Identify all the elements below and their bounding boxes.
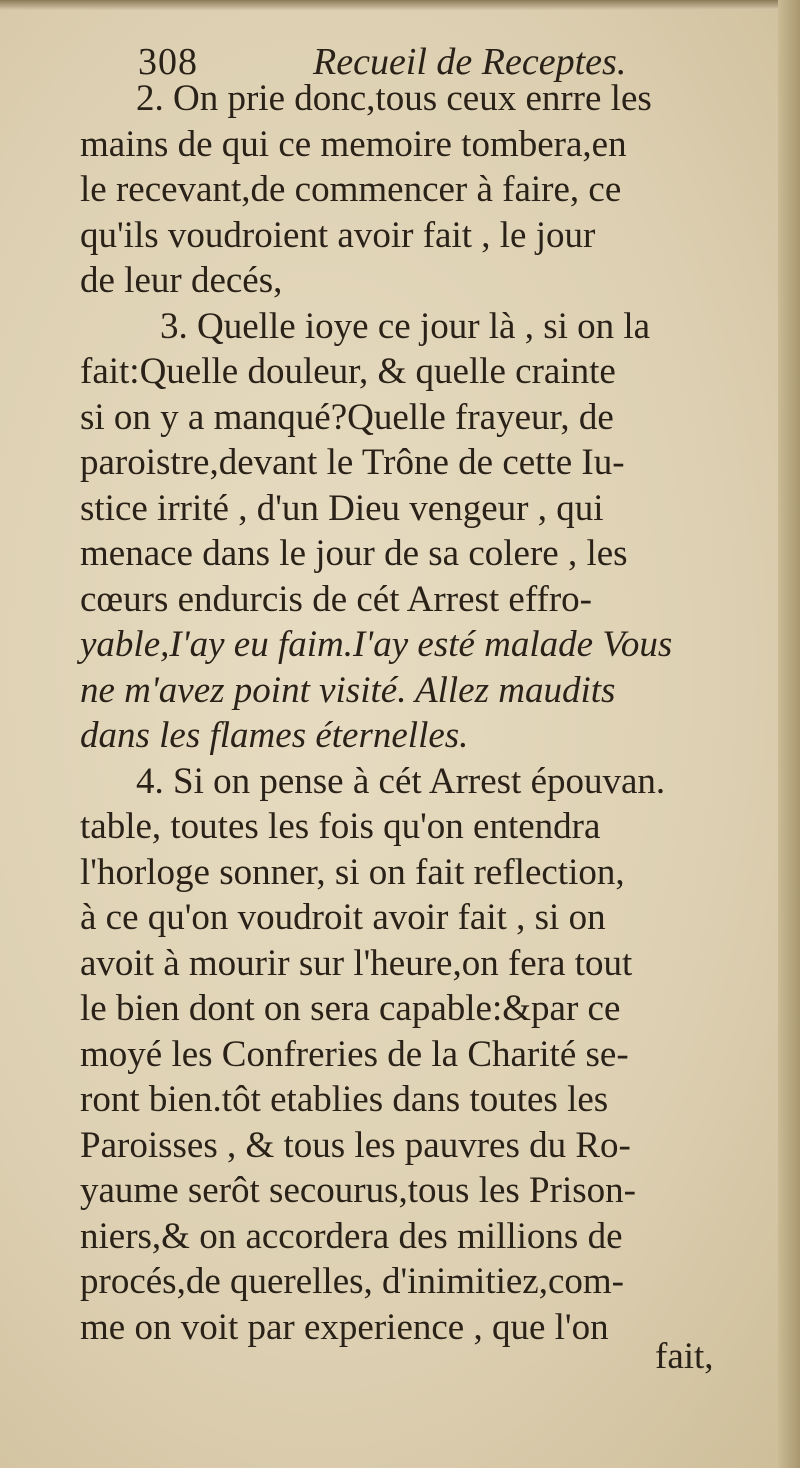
- text-line: mains de qui ce memoire tombera,en: [80, 123, 627, 165]
- text-line: moyé les Confreries de la Charité se-: [80, 1033, 629, 1075]
- text-line: dans les flames éternelles.: [80, 715, 469, 756]
- body-text: [80, 76, 750, 1350]
- text-line: cœurs endurcis de cét Arrest effro-: [80, 578, 592, 620]
- text-line: Paroisses , & tous les pauvres du Ro-: [80, 1124, 631, 1166]
- running-title: Recueil de Receptes.: [313, 41, 627, 83]
- text-line: le recevant,de commencer à faire, ce: [80, 169, 622, 210]
- text-line: table, toutes les fois qu'on entendra: [80, 806, 601, 847]
- text-line: paroistre,devant le Trône de cette Iu-: [80, 442, 625, 483]
- text-line: à ce qu'on voudroit avoir fait , si on: [80, 897, 606, 938]
- page-top-edge: [0, 0, 800, 10]
- text-line: ront bien.tôt etablies dans toutes les: [80, 1079, 609, 1120]
- text-line: ne m'avez point visité. Allez maudits: [80, 669, 616, 711]
- text-line: de leur decés,: [80, 260, 283, 301]
- text-line: stice irrité , d'un Dieu vengeur , qui: [80, 487, 604, 529]
- text-line: qu'ils voudroient avoir fait , le jour: [80, 214, 596, 256]
- text-line: 3. Quelle ioye ce jour là , si on la: [160, 305, 651, 347]
- text-line: 2. On prie donc,tous ceux enrre les: [136, 78, 652, 119]
- text-line: yaume serôt secourus,tous les Prison-: [80, 1170, 636, 1211]
- page-right-edge: [778, 0, 800, 1468]
- text-line: yable,I'ay eu faim.I'ay esté malade Vous: [80, 624, 673, 665]
- text-line: me on voit par experience , que l'on: [80, 1306, 609, 1348]
- text-line: si on y a manqué?Quelle frayeur, de: [80, 396, 614, 438]
- text-line: le bien dont on sera capable:&par ce: [80, 988, 621, 1029]
- text-line: fait:Quelle douleur, & quelle crainte: [80, 351, 616, 392]
- text-line: avoit à mourir sur l'heure,on fera tout: [80, 942, 633, 984]
- catchword: fait,: [655, 1336, 714, 1377]
- page-number: 308: [138, 41, 198, 83]
- text-line: niers,& on accordera des millions de: [80, 1215, 623, 1257]
- text-line: menace dans le jour de sa colere , les: [80, 533, 628, 574]
- text-line: 4. Si on pense à cét Arrest épouvan.: [136, 760, 666, 802]
- text-line: l'horloge sonner, si on fait reflection,: [80, 851, 625, 893]
- text-line: procés,de querelles, d'inimitiez,com-: [80, 1261, 624, 1302]
